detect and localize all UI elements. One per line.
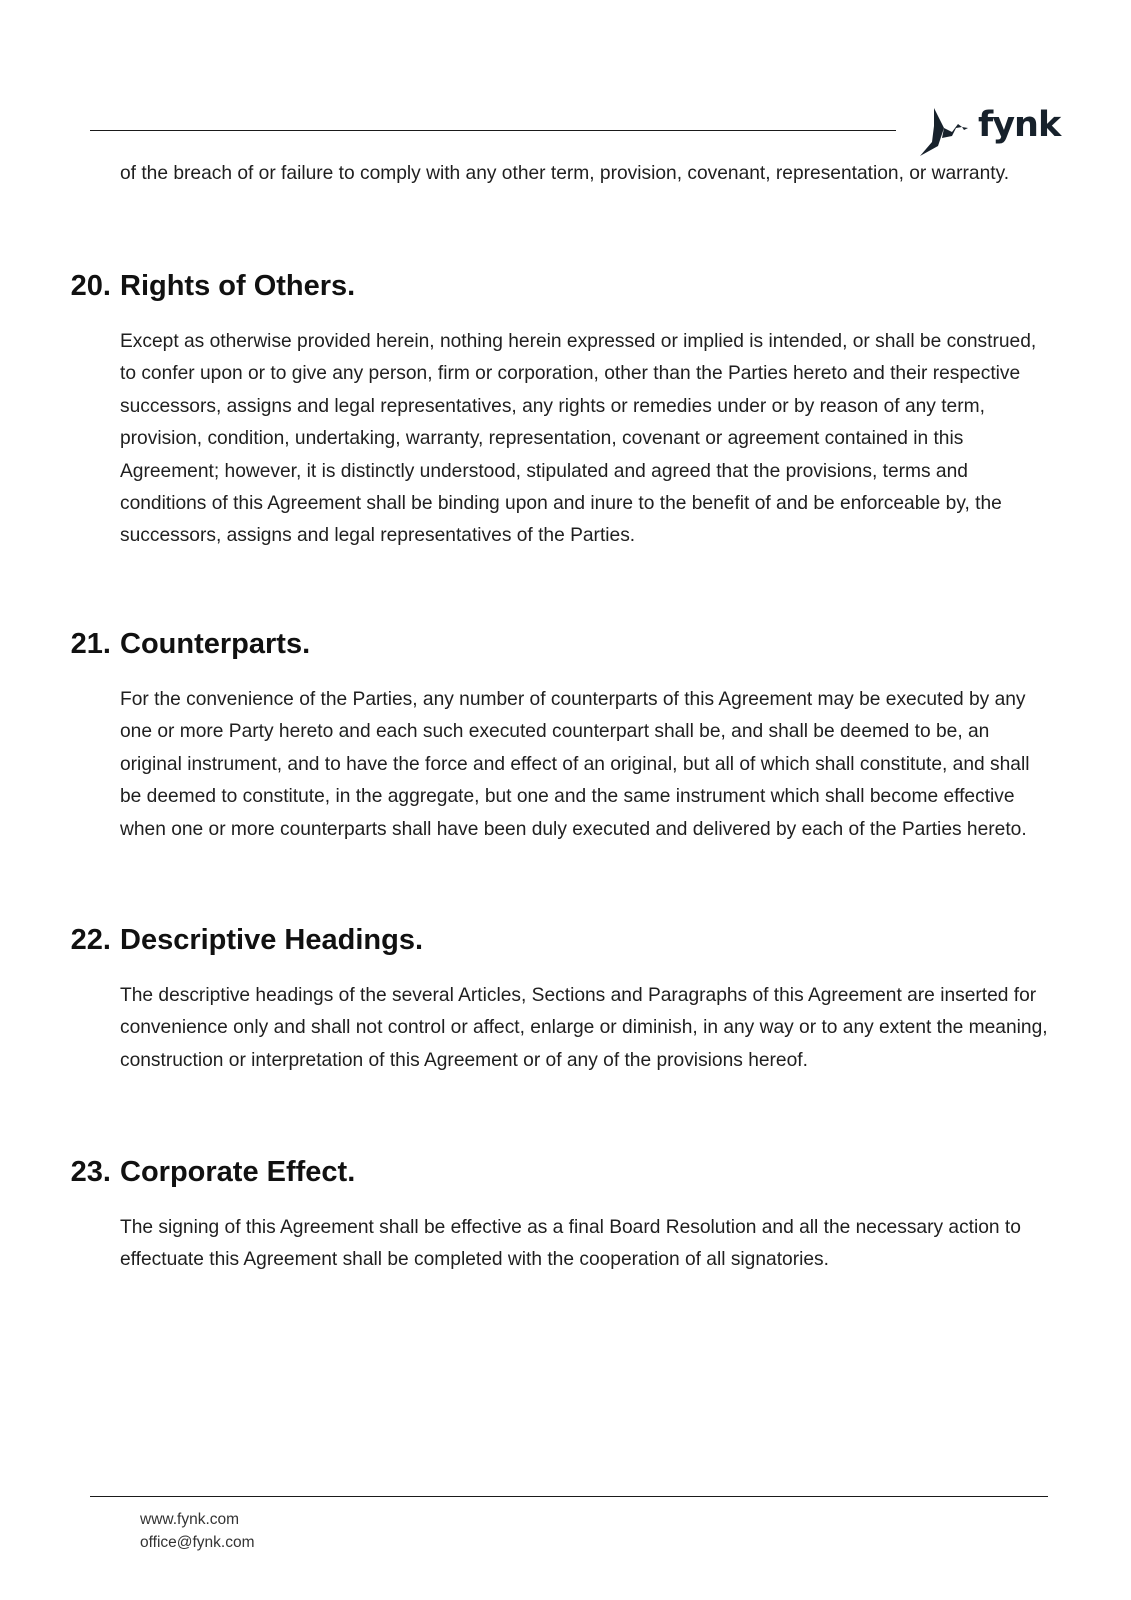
section-number: 22. bbox=[70, 924, 111, 956]
section-number: 20. bbox=[70, 270, 111, 302]
footer-website-link[interactable]: www.fynk.com bbox=[140, 1511, 240, 1528]
bird-icon bbox=[918, 106, 974, 160]
section-body-21: For the convenience of the Parties, any number of counterparts of this Agreement may be executed by any one or more Party hereto and each such executed counterpart shall be, and shall be deemed to be, an original instrument, and to have the force and effect of an original, but all of which shall constitute, and shall be deemed to constitute, in the aggregate, but one and the same instrument which shall become effective when one or more counterparts shall have been duly executed and delivered by each of the Parties hereto. bbox=[120, 689, 1030, 840]
brand-logo bbox=[918, 105, 1061, 162]
section-body-22: The descriptive headings of the several Articles, Sections and Paragraphs of this Agreement are inserted for convenience only and shall not control or affect, enlarge or diminish, in any way or to any extent the meaning, construction or interpretation of this Agreement or of any of the provisions hereof. bbox=[120, 985, 1048, 1071]
intro-paragraph: of the breach of or failure to comply with any other term, provision, covenant, representation, or warranty. bbox=[120, 163, 1010, 184]
brand-logo-text: fynk bbox=[978, 105, 1061, 145]
footer-email-link[interactable]: office@fynk.com bbox=[140, 1534, 255, 1551]
section-title: Corporate Effect. bbox=[120, 1156, 356, 1188]
section-body-20: Except as otherwise provided herein, nothing herein expressed or implied is intended, or shall be construed, to confer upon or to give any person, firm or corporation, other than the Parties hereto and their respective successors, assigns and legal representatives, any rights or remedies under or by reason of any term, provision, condition, undertaking, warranty, representation, covenant or agreement contained in this Agreement; however, it is distinctly understood, stipulated and agreed that the provisions, terms and conditions of this Agreement shall be binding upon and inure to the benefit of and be enforceable by, the successors, assigns and legal representatives of the Parties. bbox=[120, 331, 1037, 547]
section-title: Counterparts. bbox=[120, 628, 311, 660]
section-body-23: The signing of this Agreement shall be effective as a final Board Resolution and all the necessary action to effectuate this Agreement shall be completed with the cooperation of all signatories. bbox=[120, 1217, 1021, 1271]
section-number: 21. bbox=[70, 628, 111, 660]
header-divider bbox=[90, 130, 896, 131]
footer-divider bbox=[90, 1496, 1048, 1497]
section-number: 23. bbox=[70, 1156, 111, 1188]
section-title: Descriptive Headings. bbox=[120, 924, 423, 956]
section-title: Rights of Others. bbox=[120, 270, 356, 302]
